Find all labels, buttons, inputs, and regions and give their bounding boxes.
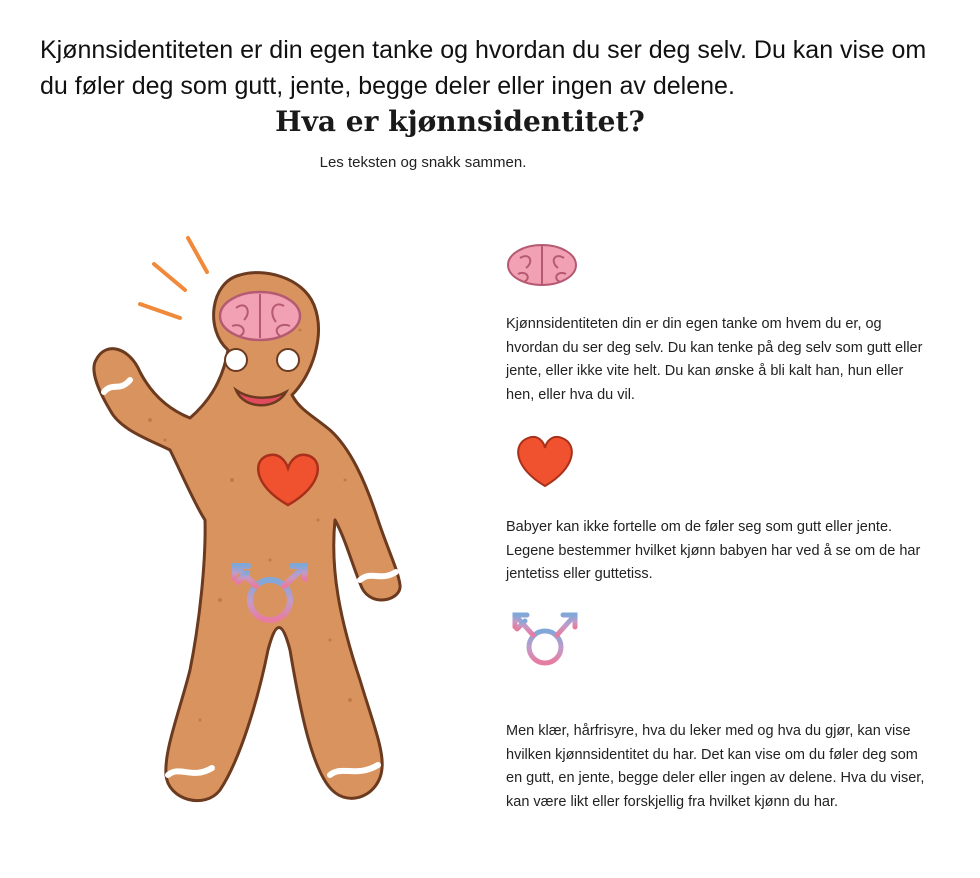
caption-text: Kjønnsidentiteten er din egen tanke og hvordan du ser deg selv. Du kan vise om du føler deg som gutt, jente, begge deler eller ingen av delene.: [40, 36, 927, 100]
heart-icon: [510, 430, 580, 490]
brain-icon: [220, 292, 300, 340]
wave-lines-icon: [140, 238, 207, 318]
section-identity-text: Men klær, hårfrisyre, hva du leker med og hva du gjør, kan vise hvilken kjønnsidentitet du har. Det kan vise om du føler deg som en gutt, en jente, begge deler eller ingen av delene. Hva du viser, kan være likt eller forskjellig fra hvilket kjønn du har.: [506, 723, 925, 810]
transgender-symbol-icon: [505, 603, 585, 699]
gingerbread-figure-illustration: [80, 225, 440, 825]
brain-icon: [504, 240, 580, 290]
page-subtitle: Les teksten og snakk sammen.: [319, 154, 527, 171]
left-eye: [225, 349, 247, 371]
section-heart-text: Babyer kan ikke fortelle om de føler seg som gutt eller jente. Legene bestemmer hvilket kjønn babyen har ved å se om de har jentetiss eller guttetiss.: [506, 519, 921, 582]
page-title: Hva er kjønnsidentitet?: [275, 105, 645, 138]
gingerbread-body: [94, 273, 400, 801]
section-brain-text: Kjønnsidentiteten din er din egen tanke om hvem du er, og hvordan du ser deg selv. Du kan tenke på deg selv som gutt eller jente, eller ikke vite helt. Du kan ønske å bli kalt han, hun eller hen, eller hva du vil.: [506, 316, 923, 403]
right-eye: [277, 349, 299, 371]
